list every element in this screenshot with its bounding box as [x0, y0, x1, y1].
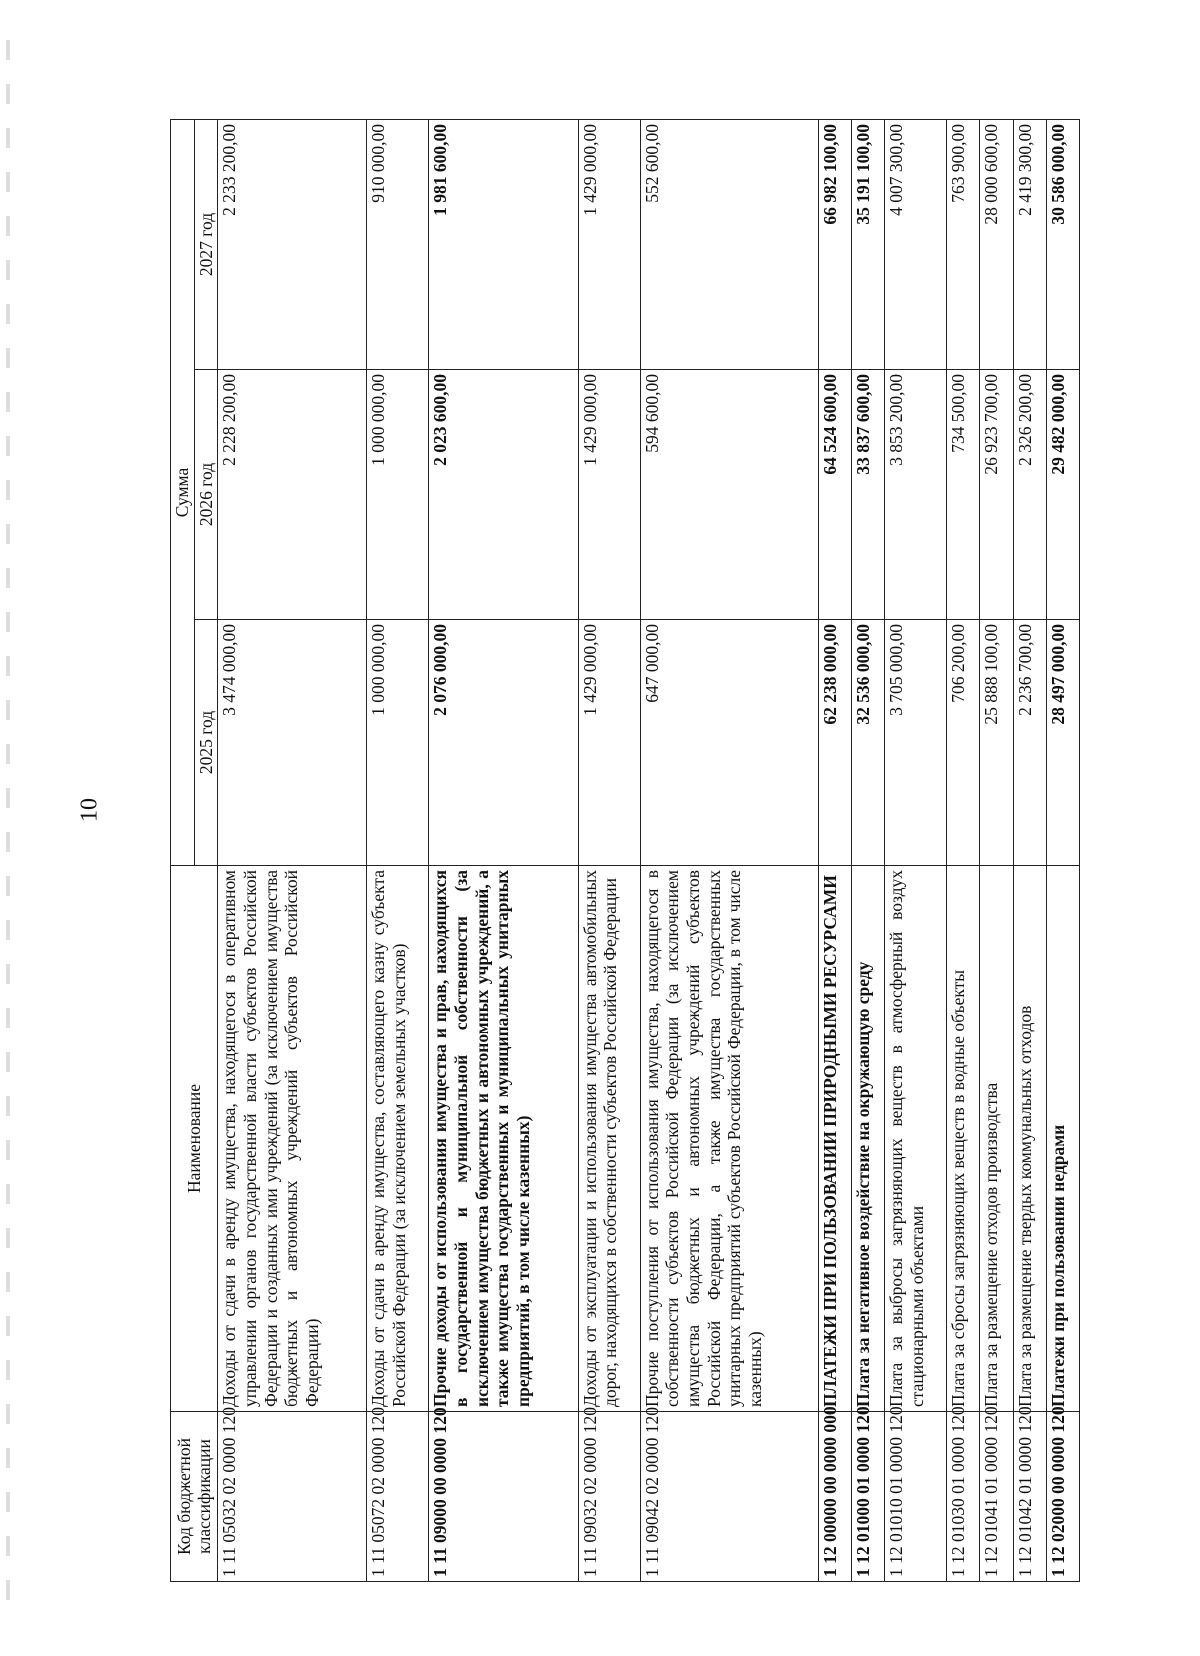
table-row — [367, 119, 429, 1581]
amount-2026-cell: 33 837 600,00 — [851, 370, 884, 620]
revenue-name-cell: ПЛАТЕЖИ ПРИ ПОЛЬЗОВАНИИ ПРИРОДНЫМИ РЕСУРСАМИ — [818, 866, 851, 1412]
budget-code-cell: 1 11 09000 00 0000 120 — [429, 1412, 578, 1582]
scan-margin-marks — [6, 40, 10, 1620]
budget-code-cell: 1 12 02000 00 0000 120 — [1046, 1412, 1079, 1582]
table-row — [578, 119, 640, 1581]
table-row — [818, 119, 851, 1581]
revenue-name-cell: Плата за негативное воздействие на окружающую среду — [851, 866, 884, 1412]
revenue-name-cell: Плата за размещение твердых коммунальных отходов — [1013, 866, 1046, 1412]
amount-2027-cell: 1 429 000,00 — [578, 119, 640, 369]
amount-2025-cell: 28 497 000,00 — [1046, 620, 1079, 866]
table-row — [885, 119, 947, 1581]
amount-2026-cell: 3 853 200,00 — [885, 370, 947, 620]
table-row — [218, 119, 367, 1581]
amount-2025-cell: 2 236 700,00 — [1013, 620, 1046, 866]
amount-2027-cell: 2 233 200,00 — [218, 119, 367, 369]
table-row — [947, 119, 980, 1581]
budget-code-cell: 1 12 01000 01 0000 120 — [851, 1412, 884, 1582]
amount-2025-cell: 647 000,00 — [640, 620, 818, 866]
amount-2027-cell: 66 982 100,00 — [818, 119, 851, 369]
budget-code-cell: 1 12 01041 01 0000 120 — [980, 1412, 1013, 1582]
budget-code-cell: 1 12 01042 01 0000 120 — [1013, 1412, 1046, 1582]
revenue-name-cell: Доходы от сдачи в аренду имущества, составляющего казну субъекта Российской Федерации (за исключением земельных участков) — [367, 866, 429, 1412]
budget-code-cell: 1 11 05072 02 0000 120 — [367, 1412, 429, 1582]
header-code: Код бюджетной классификации — [171, 1412, 218, 1582]
amount-2025-cell: 25 888 100,00 — [980, 620, 1013, 866]
amount-2026-cell: 2 023 600,00 — [429, 370, 578, 620]
header-year-2025: 2025 год — [194, 620, 218, 866]
budget-code-cell: 1 11 09032 02 0000 120 — [578, 1412, 640, 1582]
revenue-name-cell: Прочие поступления от использования имущества, находящегося в собственности субъектов Российской Федерации (за исключением имущества бюджетных и автономных учреждений субъектов Российской Федерации, а также имущества государственных унитарных предприятий субъектов Российской Федерации, в том числе казенных) — [640, 866, 818, 1412]
rotated-table-frame — [170, 120, 1080, 1582]
revenue-name-cell: Плата за размещение отходов производства — [980, 866, 1013, 1412]
amount-2026-cell: 2 326 200,00 — [1013, 370, 1046, 620]
table-row — [1046, 119, 1079, 1581]
amount-2027-cell: 35 191 100,00 — [851, 119, 884, 369]
budget-code-cell: 1 12 00000 00 0000 000 — [818, 1412, 851, 1582]
amount-2027-cell: 4 007 300,00 — [885, 119, 947, 369]
amount-2027-cell: 2 419 300,00 — [1013, 119, 1046, 369]
amount-2025-cell: 1 000 000,00 — [367, 620, 429, 866]
amount-2026-cell: 2 228 200,00 — [218, 370, 367, 620]
amount-2027-cell: 910 000,00 — [367, 119, 429, 369]
budget-code-cell: 1 11 05032 02 0000 120 — [218, 1412, 367, 1582]
amount-2026-cell: 64 524 600,00 — [818, 370, 851, 620]
table-row — [851, 119, 884, 1581]
amount-2027-cell: 1 981 600,00 — [429, 119, 578, 369]
header-name: Наименование — [171, 866, 218, 1412]
amount-2026-cell: 29 482 000,00 — [1046, 370, 1079, 620]
page-number: 10 — [76, 798, 103, 822]
budget-code-cell: 1 11 09042 02 0000 120 — [640, 1412, 818, 1582]
amount-2025-cell: 706 200,00 — [947, 620, 980, 866]
revenue-name-cell: Платежи при пользовании недрами — [1046, 866, 1079, 1412]
budget-code-cell: 1 12 01030 01 0000 120 — [947, 1412, 980, 1582]
amount-2027-cell: 30 586 000,00 — [1046, 119, 1079, 369]
header-year-2027: 2027 год — [194, 119, 218, 369]
revenue-name-cell: Плата за сбросы загрязняющих веществ в водные объекты — [947, 866, 980, 1412]
amount-2027-cell: 763 900,00 — [947, 119, 980, 369]
amount-2025-cell: 3 705 000,00 — [885, 620, 947, 866]
amount-2025-cell: 62 238 000,00 — [818, 620, 851, 866]
amount-2025-cell: 32 536 000,00 — [851, 620, 884, 866]
amount-2026-cell: 734 500,00 — [947, 370, 980, 620]
revenue-name-cell: Плата за выбросы загрязняющих веществ в атмосферный воздух стационарными объектами — [885, 866, 947, 1412]
header-sum: Сумма — [171, 119, 195, 865]
revenue-name-cell: Прочие доходы от использования имущества и прав, находящихся в государственной и муниципальной собственности (за исключением имущества бюджетных и автономных учреждений, а также имущества государственных и муниципальных унитарных предприятий, в том числе казенных) — [429, 866, 578, 1412]
amount-2025-cell: 3 474 000,00 — [218, 620, 367, 866]
revenue-name-cell: Доходы от сдачи в аренду имущества, находящегося в оперативном управлении органов государственной власти субъектов Российской Федерации и созданных ими учреждений (за исключением имущества бюджетных и автономных учреждений субъектов Российской Федерации) — [218, 866, 367, 1412]
table-body — [218, 119, 1080, 1581]
amount-2027-cell: 552 600,00 — [640, 119, 818, 369]
amount-2026-cell: 1 429 000,00 — [578, 370, 640, 620]
amount-2027-cell: 28 000 600,00 — [980, 119, 1013, 369]
table-row — [1013, 119, 1046, 1581]
amount-2026-cell: 26 923 700,00 — [980, 370, 1013, 620]
amount-2026-cell: 594 600,00 — [640, 370, 818, 620]
header-year-2026: 2026 год — [194, 370, 218, 620]
amount-2025-cell: 1 429 000,00 — [578, 620, 640, 866]
table-row — [429, 119, 578, 1581]
revenue-table — [170, 119, 1080, 1582]
budget-code-cell: 1 12 01010 01 0000 120 — [885, 1412, 947, 1582]
table-row — [640, 119, 818, 1581]
amount-2026-cell: 1 000 000,00 — [367, 370, 429, 620]
table-row — [980, 119, 1013, 1581]
revenue-name-cell: Доходы от эксплуатации и использования имущества автомобильных дорог, находящихся в собственности субъектов Российской Федерации — [578, 866, 640, 1412]
amount-2025-cell: 2 076 000,00 — [429, 620, 578, 866]
